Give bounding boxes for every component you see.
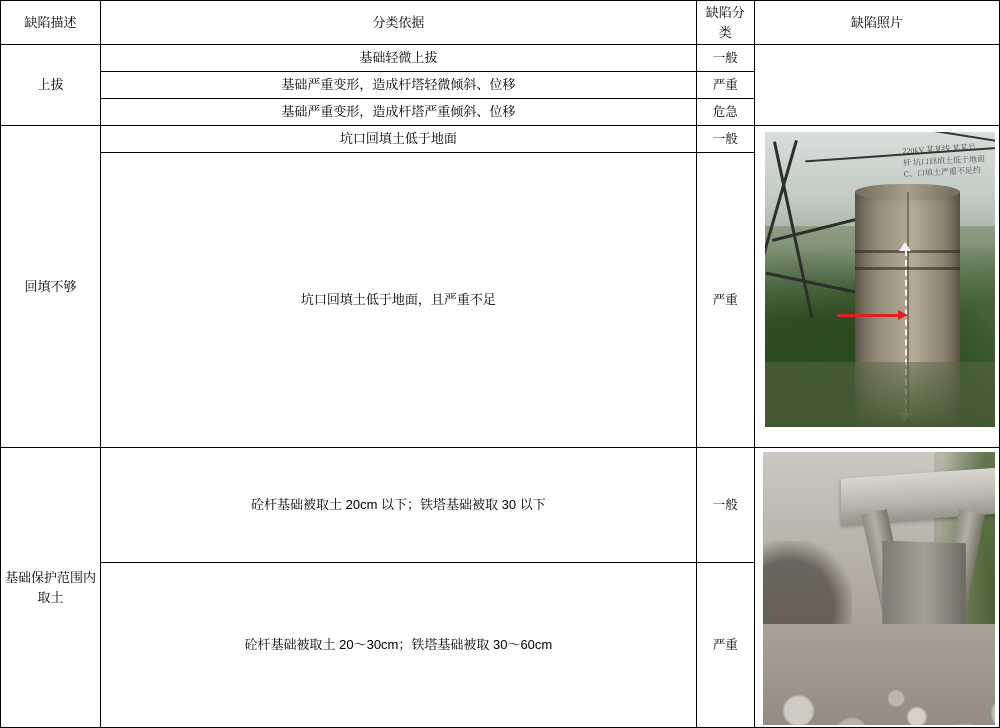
defect-class-badge: 一般: [696, 45, 754, 72]
defect-class-badge: 严重: [696, 72, 754, 99]
defect-class-badge: 一般: [696, 126, 754, 153]
header-classification: [696, 1, 754, 45]
defect-description-insufficient-backfill: 回填不够: [1, 126, 101, 448]
defect-basis: 坑口回填土低于地面: [101, 126, 697, 153]
arrow-up-icon: [899, 242, 911, 251]
defect-basis: 砼杆基础被取土 20cm 以下；铁塔基础被取 30 以下: [101, 448, 697, 563]
header-description: 缺陷描述: [1, 1, 101, 45]
defect-description-soil-removal: 基础保护范围内取土: [1, 448, 101, 728]
table-header: [1, 1, 1000, 45]
table-body: [1, 45, 1000, 728]
concrete-pole-backfill-photo: [765, 132, 995, 427]
photo-annotation-text: 220kV 某某线 某某号 杆 坑口回填土低于地面 C、口填土严重不足约: [901, 142, 985, 179]
defect-photo-soil-removal: [754, 448, 999, 728]
defect-basis: 砼杆基础被取土 20～30cm；铁塔基础被取 30～60cm: [101, 563, 697, 728]
rubble-ground-region: [763, 624, 995, 725]
defect-basis: 基础严重变形，造成杆塔轻微倾斜、位移: [101, 72, 697, 99]
ground-region: [765, 362, 995, 427]
defect-class-badge: 严重: [696, 153, 754, 448]
table-row: [1, 45, 1000, 72]
header-classification-line: 类: [718, 24, 732, 40]
photo-frame: [759, 450, 995, 725]
tower-footing-excavated-photo: [763, 452, 995, 725]
defect-basis: 基础严重变形，造成杆塔严重倾斜、位移: [101, 99, 697, 126]
header-row: [1, 1, 1000, 45]
header-basis: 分类依据: [101, 1, 697, 45]
red-arrow-icon: [837, 314, 899, 317]
defect-basis: 坑口回填土低于地面，且严重不足: [101, 153, 697, 448]
header-photo: 缺陷照片: [754, 1, 999, 45]
photo-frame: [759, 128, 995, 445]
defect-photo-backfill: [754, 126, 999, 448]
defect-description-uplift: 上拔: [1, 45, 101, 126]
defect-class-badge: 一般: [696, 448, 754, 563]
defect-basis: 基础轻微上拔: [101, 45, 697, 72]
defect-photo-empty: [754, 45, 999, 126]
header-classification-line: 缺陷分: [705, 5, 745, 20]
table-row: [1, 448, 1000, 563]
table-row: [1, 126, 1000, 153]
defect-class-badge: 危急: [696, 99, 754, 126]
defect-class-badge: 严重: [696, 563, 754, 728]
